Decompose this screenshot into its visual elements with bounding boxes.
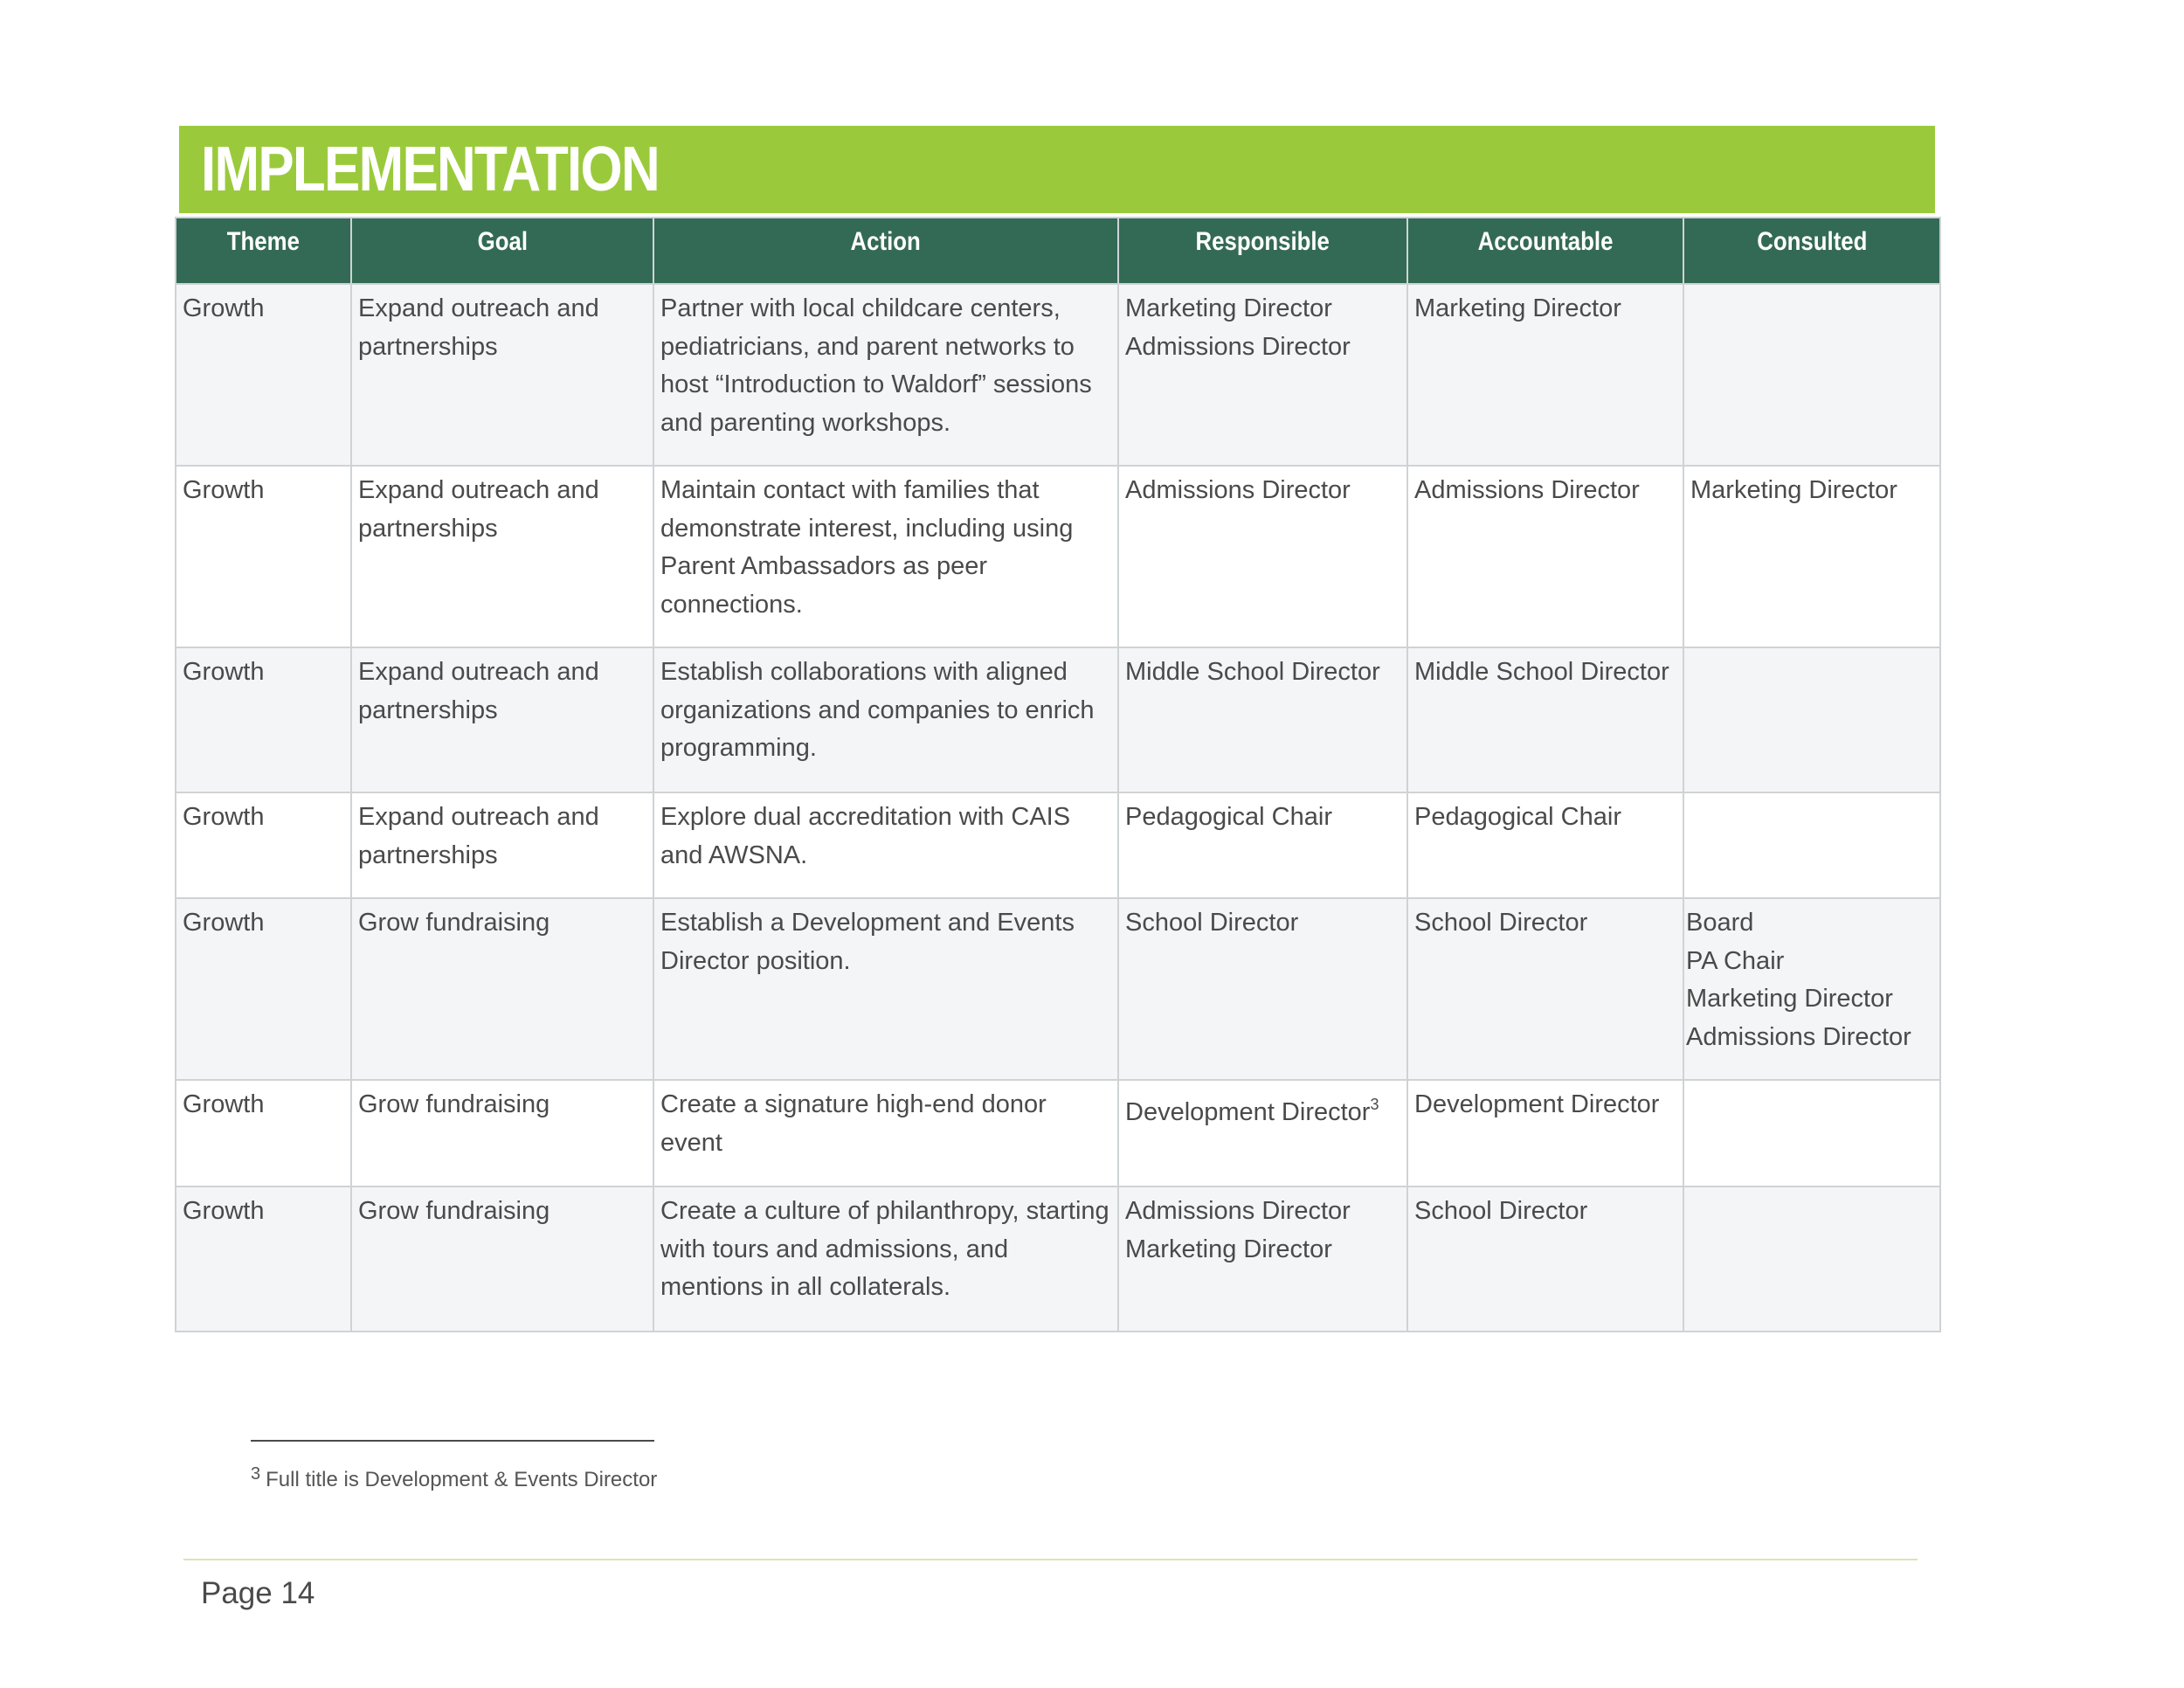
cell-action: Explore dual accreditation with CAIS and AWSNA. (653, 792, 1118, 898)
header-consulted: Consulted (1683, 218, 1940, 284)
section-title: IMPLEMENTATION (201, 135, 659, 204)
cell-accountable (1407, 1186, 1683, 1332)
implementation-table (175, 217, 1941, 1332)
consulted-role: Admissions Director (1686, 1022, 1911, 1051)
cell-action: Partner with local childcare centers, pediatricians, and parent networks to host “Introduction to Waldorf” sessions and parenting workshops. (653, 284, 1118, 466)
accountable-role: School Director (1414, 1197, 1588, 1225)
header-goal: Goal (351, 218, 653, 284)
cell-accountable (1407, 792, 1683, 898)
accountable-role: Marketing Director (1414, 294, 1621, 322)
table-row (176, 647, 1940, 792)
table-row (176, 466, 1940, 647)
cell-consulted (1683, 898, 1940, 1080)
cell-theme: Growth (176, 898, 351, 1080)
responsible-role: School Director (1125, 909, 1299, 937)
cell-goal: Expand outreach and partnerships (351, 284, 653, 466)
cell-action: Establish a Development and Events Director position. (653, 898, 1118, 1080)
accountable-role: Pedagogical Chair (1414, 803, 1621, 831)
responsible-role: Marketing Director (1125, 1235, 1332, 1263)
accountable-role: Development Director (1414, 1090, 1660, 1118)
responsible-role: Admissions Director (1125, 476, 1351, 504)
header-action: Action (653, 218, 1118, 284)
table-row (176, 1186, 1940, 1332)
cell-consulted (1683, 466, 1940, 647)
cell-consulted (1683, 1186, 1940, 1332)
cell-theme: Growth (176, 647, 351, 792)
cell-theme: Growth (176, 466, 351, 647)
cell-goal: Expand outreach and partnerships (351, 466, 653, 647)
cell-responsible (1118, 284, 1407, 466)
header-theme: Theme (176, 218, 351, 284)
cell-action: Create a culture of philanthropy, starting with tours and admissions, and mentions in all collaterals. (653, 1186, 1118, 1332)
cell-action: Maintain contact with families that demonstrate interest, including using Parent Ambassadors as peer connections. (653, 466, 1118, 647)
responsible-role: Pedagogical Chair (1125, 803, 1332, 831)
cell-responsible (1118, 792, 1407, 898)
footnote-reference: 3 (1370, 1096, 1379, 1113)
cell-theme: Growth (176, 284, 351, 466)
cell-responsible (1118, 647, 1407, 792)
cell-accountable (1407, 1080, 1683, 1186)
responsible-role: Development Director (1125, 1098, 1371, 1126)
cell-goal: Grow fundraising (351, 898, 653, 1080)
footer-divider (183, 1559, 1918, 1560)
cell-accountable (1407, 466, 1683, 647)
cell-consulted (1683, 1080, 1940, 1186)
cell-goal: Grow fundraising (351, 1080, 653, 1186)
cell-consulted (1683, 647, 1940, 792)
page-number: Page 14 (201, 1576, 315, 1610)
cell-responsible (1118, 1186, 1407, 1332)
consulted-role: Marketing Director (1686, 985, 1893, 1013)
cell-responsible (1118, 898, 1407, 1080)
footnote-text: Full title is Development & Events Director (266, 1468, 658, 1491)
responsible-role: Admissions Director (1125, 332, 1351, 361)
section-banner (179, 126, 1935, 213)
cell-consulted (1683, 792, 1940, 898)
footnote-mark: 3 (251, 1464, 261, 1484)
responsible-role: Middle School Director (1125, 658, 1380, 686)
cell-action: Create a signature high-end donor event (653, 1080, 1118, 1186)
cell-theme: Growth (176, 1080, 351, 1186)
cell-goal: Expand outreach and partnerships (351, 647, 653, 792)
cell-accountable (1407, 284, 1683, 466)
table-header-row (176, 218, 1940, 284)
responsible-role: Admissions Director (1125, 1197, 1351, 1225)
cell-accountable (1407, 898, 1683, 1080)
cell-goal: Grow fundraising (351, 1186, 653, 1332)
responsible-role: Marketing Director (1125, 294, 1332, 322)
cell-theme: Growth (176, 1186, 351, 1332)
accountable-role: Middle School Director (1414, 658, 1669, 686)
cell-responsible (1118, 466, 1407, 647)
cell-accountable (1407, 647, 1683, 792)
cell-consulted (1683, 284, 1940, 466)
consulted-role: Board (1686, 909, 1754, 937)
cell-action: Establish collaborations with aligned organizations and companies to enrich programming. (653, 647, 1118, 792)
accountable-role: School Director (1414, 909, 1588, 937)
table-row (176, 898, 1940, 1080)
footnote-separator (251, 1440, 654, 1442)
cell-goal: Expand outreach and partnerships (351, 792, 653, 898)
footnote (251, 1464, 657, 1492)
table-row (176, 792, 1940, 898)
table-row (176, 1080, 1940, 1186)
cell-responsible (1118, 1080, 1407, 1186)
consulted-role: Marketing Director (1690, 476, 1897, 504)
table-row (176, 284, 1940, 466)
header-accountable: Accountable (1407, 218, 1683, 284)
header-responsible: Responsible (1118, 218, 1407, 284)
cell-theme: Growth (176, 792, 351, 898)
consulted-role: PA Chair (1686, 946, 1785, 975)
accountable-role: Admissions Director (1414, 476, 1640, 504)
